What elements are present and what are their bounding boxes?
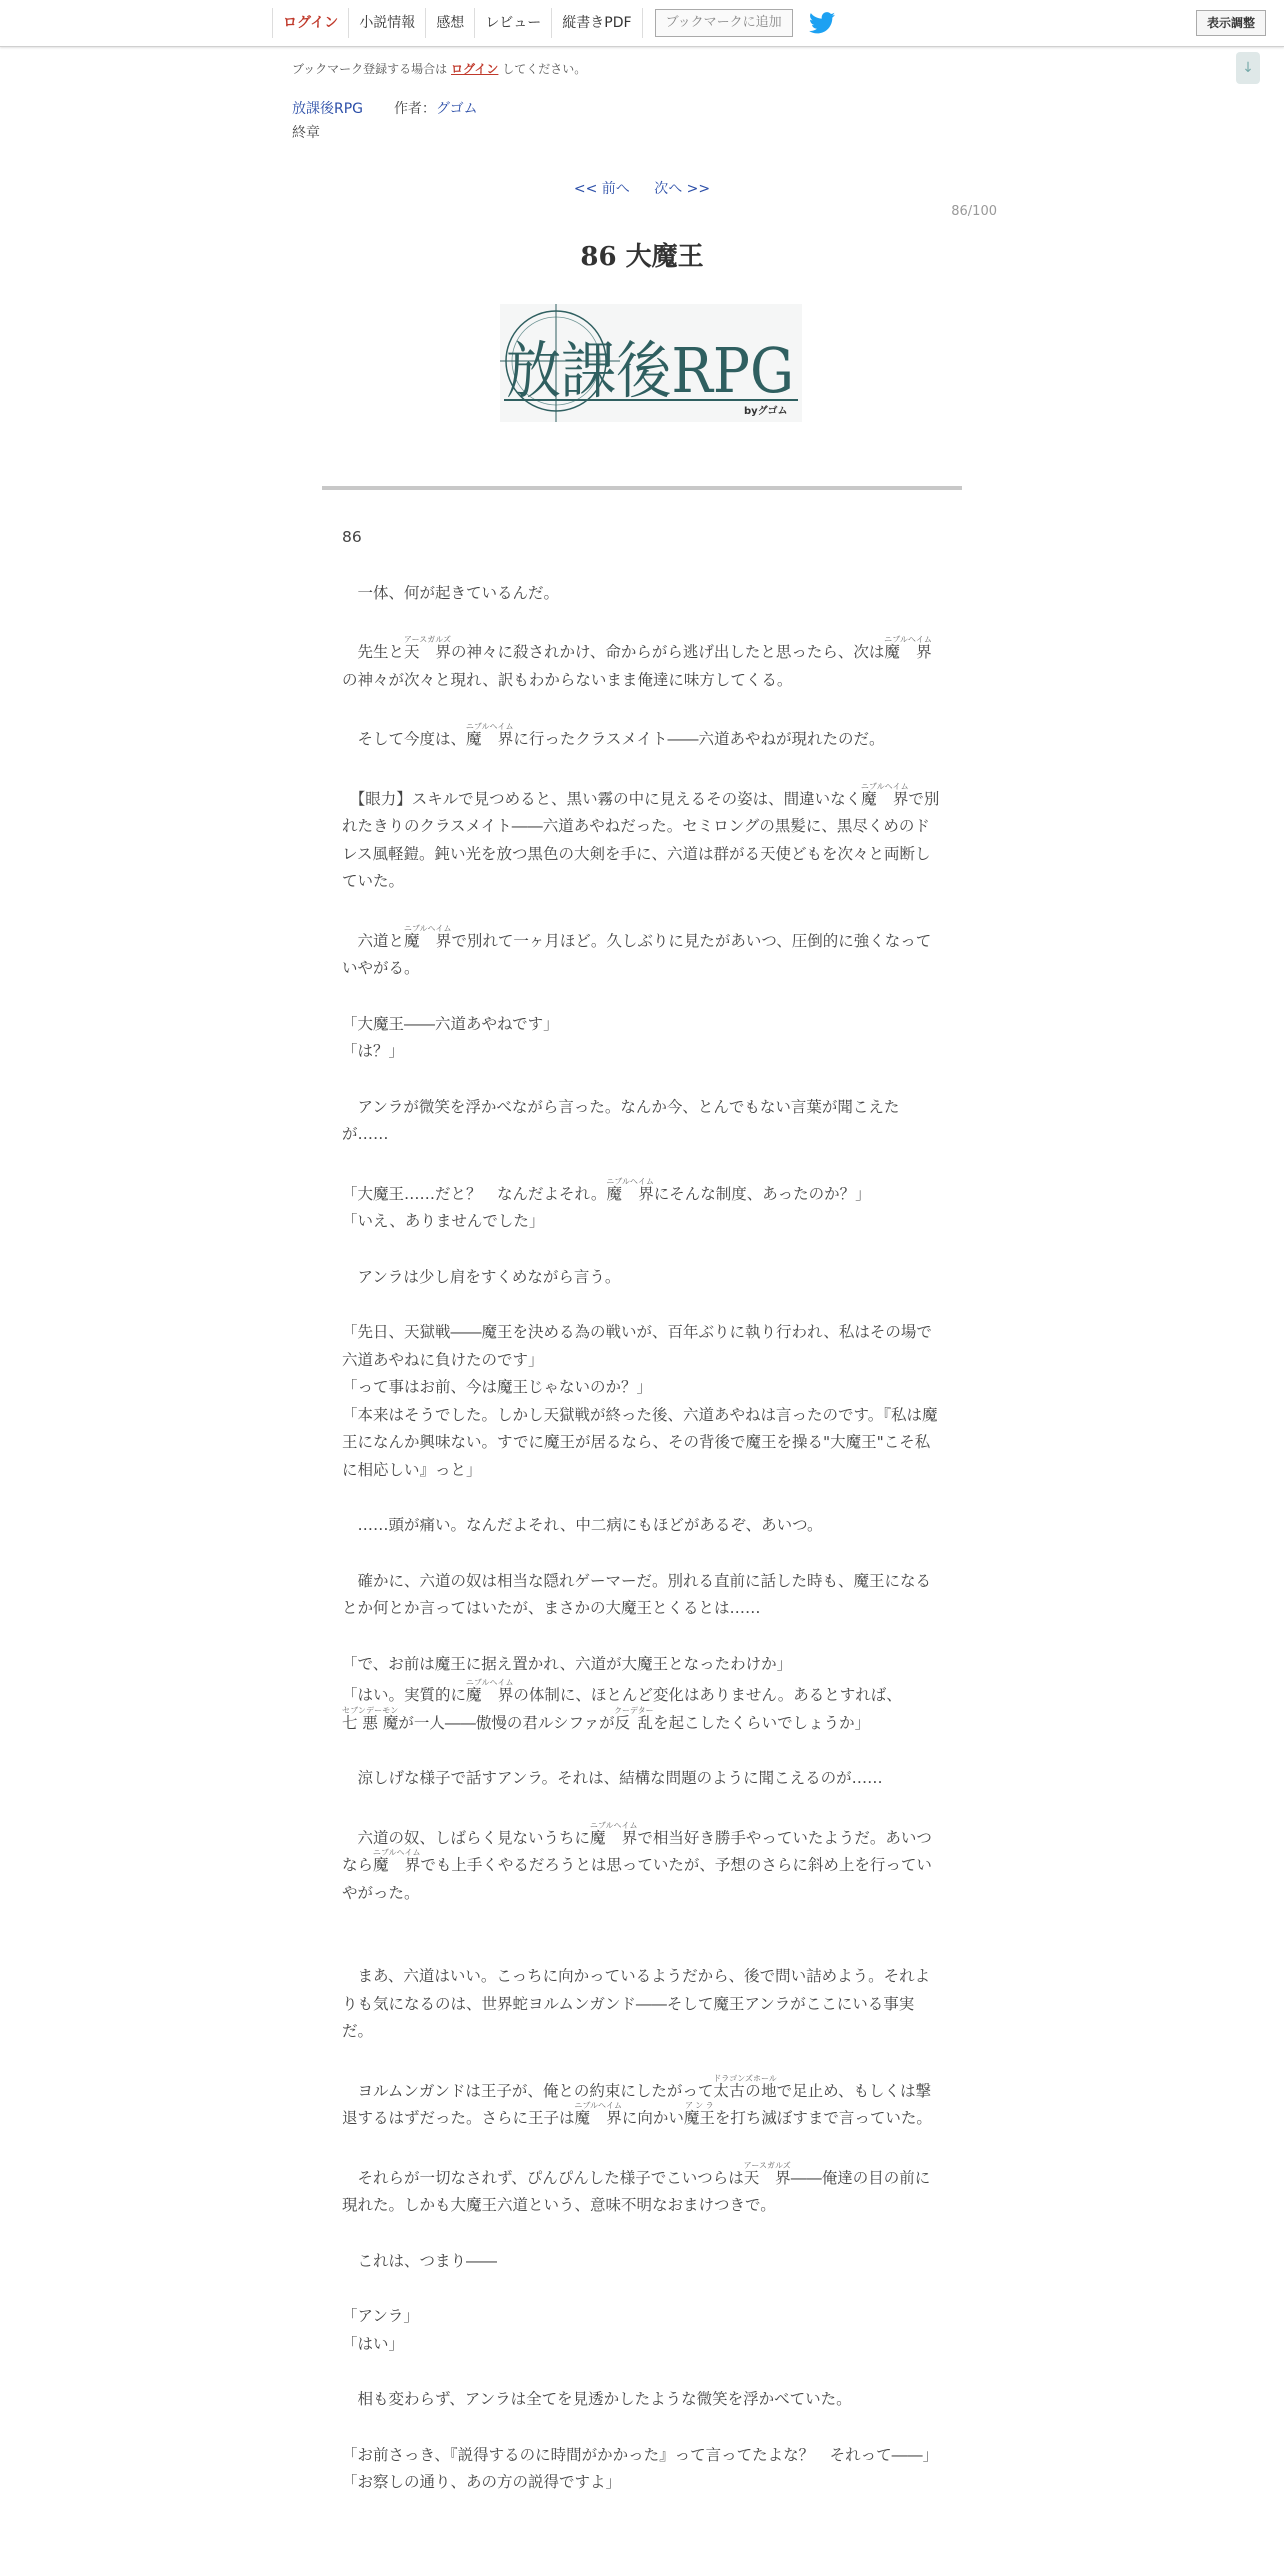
pager [0,178,1284,198]
scroll-down-arrow-icon[interactable]: ↓ [1236,52,1260,84]
content-separator [322,486,962,490]
dialogue-line: 「はい」 [342,2334,405,2353]
paragraph: アンラは少し肩をすくめながら言う。 [342,1267,621,1286]
paragraph: まあ、六道はいい。こっちに向かっているようだから、後で問い詰めよう。それよりも気になるのは、世界蛇ヨルムンガンド――そして魔王アンラがここにいる事実だ。 [342,1967,931,2040]
paragraph: 涼しげな様子で話すアンラ。それは、結構な問題のように聞こえるのが…… [342,1769,883,1787]
paragraph: 一体、何が起きているんだ。 [342,583,560,602]
logo-by-text: byグゴム [744,406,788,417]
dialogue-line: 「って事はお前、今は魔王じゃないのか？」 [342,1378,653,1396]
paragraph: 相も変わらず、アンラは全てを見透かしたような微笑を浮かべていた。 [342,2390,852,2408]
nav-menu [272,8,835,38]
paragraph: 確かに、六道の奴は相当な隠れゲーマーだ。別れる直前に話した時も、魔王になるとか何とか言ってはいたが、まさかの大魔王とくるとは…… [342,1571,932,1617]
paragraph: 【眼力】スキルで見つめると、黒い霧の中に見えるその姿は、間違いなく魔 界ニブルヘイムで別れたきりのクラスメイト――六道あやねだった。セミロングの黒髪に、黒尽くめのドレス風軽鎧。鈍い光を放つ黒色の大剣を手に、六道は群がる天使どもを次々と両断していた。 [342,781,940,890]
dialogue-line: 「お察しの通り、あの方の説得ですよ」 [342,2473,622,2491]
episode-number: 86 [342,528,362,546]
dialogue-line: 「はい。実質的に魔 界ニブルヘイムの体制に、ほとんど変化はありません。あるとすれば、七 悪 魔セブンデーモンが一人――傲慢の君ルシファが反 乱クーデターを起こしたくらいでしょうか」 [342,1678,902,1732]
dialogue-line: 「で、お前は魔王に据え置かれ、六道が大魔王となったわけか」 [342,1654,793,1673]
chapter-group-label: 終章 [292,125,320,141]
nav-review[interactable]: レビュー [474,8,551,38]
add-bookmark-button[interactable]: ブックマークに追加 [655,9,793,37]
dialogue-line: 「お前さっき、『説得するのに時間がかかった』って言ってたよな？ それって――」 [342,2445,939,2464]
author-label: 作者： [393,101,436,117]
paragraph: アンラが微笑を浮かべながら言った。なんか今、とんでもない言葉が聞こえたが…… [342,1097,900,1143]
dialogue-line: 「先日、天獄戦――魔王を決める為の戦いが、百年ぶりに執り行われ、私はその場で六道あやねに負けたのです」 [342,1323,932,1369]
notice-text-before: ブックマーク登録する場合は [292,62,448,76]
nav-novel-info[interactable]: 小説情報 [348,8,425,38]
top-nav-bar [0,0,1284,47]
logo-main-text: 放課後RPG [506,334,794,407]
dialogue-line: 「いえ、ありませんでした」 [342,1212,545,1230]
nav-login[interactable]: ログイン [272,8,348,38]
nav-vertical-pdf[interactable]: 縦書きPDF [551,8,642,38]
chapter-title: 86 大魔王 [580,242,704,272]
nav-impressions[interactable]: 感想 [425,8,474,38]
bookmark-login-notice [292,60,586,77]
paragraph: 六道の奴、しばらく見ないうちに魔 界ニブルヘイムで相当好き勝手やっていたようだ。あいつなら魔 界ニブルヘイムでも上手くやるだろうとは思っていたが、予想のさらに斜め上を行っていやがった。 [342,1820,932,1902]
novel-logo-image [500,304,802,422]
page-counter: 86/100 [951,204,997,219]
display-settings-button[interactable]: 表示調整 [1196,10,1266,36]
paragraph: そして今度は、魔 界ニブルヘイムに行ったクラスメイト――六道あやねが現れたのだ。 [342,722,885,748]
novel-body [342,524,942,2497]
next-link[interactable]: 次へ >> [654,181,711,197]
paragraph: それらが一切なされず、ぴんぴんした様子でこいつらは天 界アースガルズ――俺達の目の前に現れた。しかも大魔王六道という、意味不明なおまけつきで。 [342,2160,931,2214]
novel-series-info [292,98,478,118]
notice-login-link[interactable]: ログイン [451,62,499,76]
dialogue-line: 「アンラ」 [342,2307,419,2325]
dialogue-line: 「は？」 [342,1042,405,1060]
paragraph: ヨルムンガンドは王子が、俺との約束にしたがって太古の地ドラゴンズホールで足止め、もしくは撃退するはずだった。さらに王子は魔 界ニブルヘイムに向かい魔王アンラを打ち滅ぼすまで言っていた。 [342,2073,932,2127]
dialogue-line: 「大魔王……だと？ なんだよそれ。魔 界ニブルヘイムにそんな制度、あったのか？」 [342,1176,871,1203]
paragraph: 先生と天 界アースガルズの神々に殺されかけ、命からがら逃げ出したと思ったら、次は魔 界ニブルヘイムの神々が次々と現れ、訳もわからないまま俺達に味方してくる。 [342,635,932,689]
twitter-share-icon[interactable] [809,12,835,34]
paragraph: これは、つまり―― [342,2251,498,2270]
dialogue-line: 「大魔王――六道あやねです」 [342,1014,559,1033]
paragraph: 六道と魔 界ニブルヘイムで別れて一ヶ月ほど。久しぶりに見たがあいつ、圧倒的に強くなっていやがる。 [342,923,932,977]
novel-title-link[interactable]: 放課後RPG [292,101,364,117]
prev-link[interactable]: << 前へ [573,181,630,197]
author-link[interactable]: グゴム [435,101,478,117]
dialogue-line: 「本来はそうでした。しかし天獄戦が終った後、六道あやねは言ったのです。『私は魔王になんか興味ない。すでに魔王が居るなら、その背後で魔王を操る"大魔王"こそ私に相応しい』っと」 [342,1405,938,1479]
paragraph: ……頭が痛い。なんだよそれ、中二病にもほどがあるぞ、あいつ。 [342,1516,823,1534]
notice-text-after: してください。 [502,62,587,76]
